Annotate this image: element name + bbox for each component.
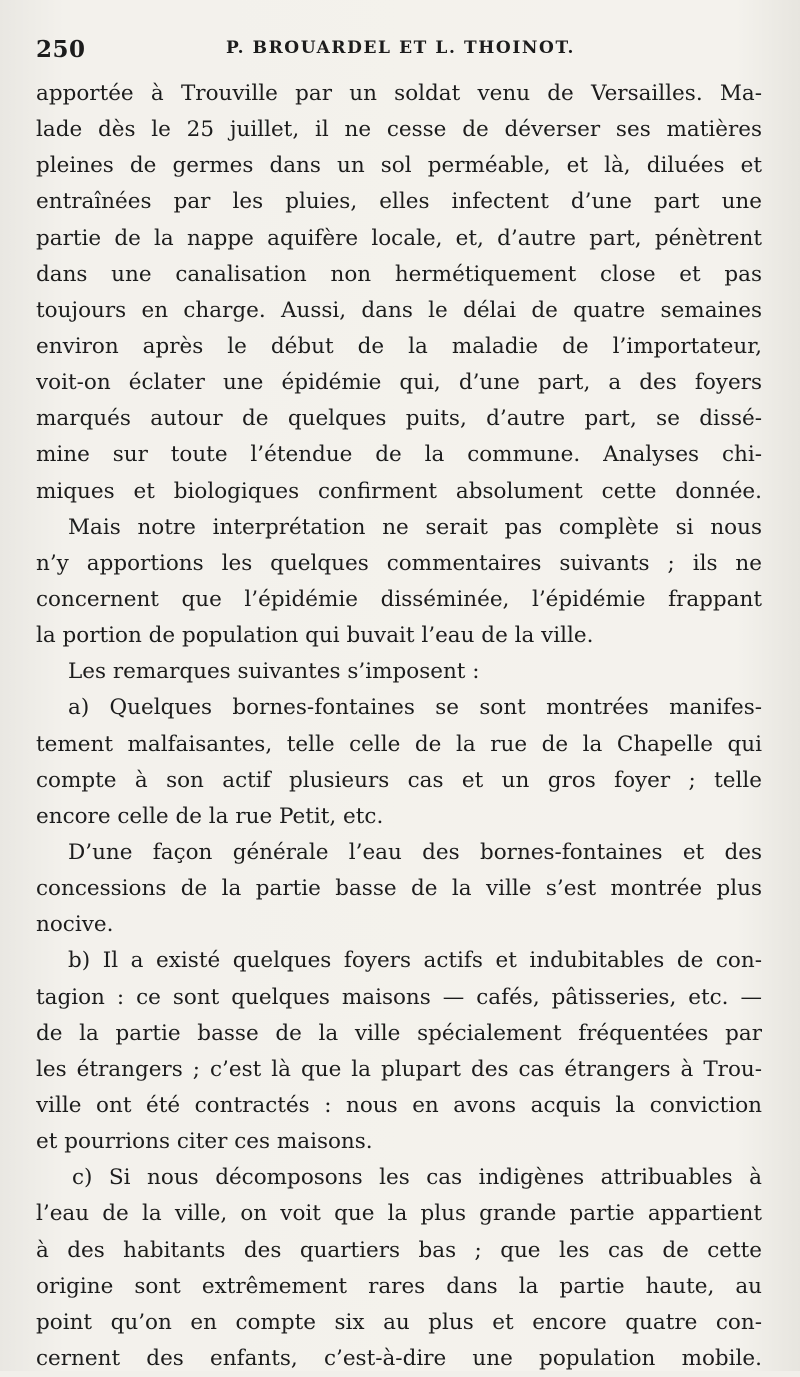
text-line: environ après le début de la maladie de l’importateur,	[36, 333, 762, 359]
text-line: D’une façon générale l’eau des bornes-fontaines et des	[68, 839, 762, 865]
running-head: P. BROUARDEL ET L. THOINOT.	[226, 38, 576, 58]
text-line: à des habitants des quartiers bas ; que les cas de cette	[36, 1237, 762, 1263]
text-line: n’y apportions les quelques commentaires suivants ; ils ne	[36, 550, 762, 576]
text-line: apportée à Trouville par un soldat venu de Versailles. Ma-	[36, 81, 762, 106]
text-line: dans une canalisation non hermétiquement close et pas	[36, 261, 762, 287]
text-line: marqués autour de quelques puits, d’autre part, se dissé-	[36, 406, 762, 432]
text-line: Mais notre interprétation ne serait pas complète si nous	[68, 514, 762, 540]
text-line: les étrangers ; c’est là que la plupart des cas étrangers à Trou-	[36, 1056, 762, 1082]
text-line: voit-on éclater une épidémie qui, d’une part, a des foyers	[36, 370, 762, 396]
text-line: c) Si nous décomposons les cas indigènes attribuables à	[72, 1165, 762, 1191]
text-line: tagion : ce sont quelques maisons — cafés, pâtisseries, etc. —	[36, 984, 762, 1010]
text-line: toujours en charge. Aussi, dans le délai de quatre semaines	[36, 297, 762, 323]
text-line: entraînées par les pluies, elles infectent d’une part une	[36, 189, 762, 215]
text-line: de la partie basse de la ville spécialement fréquentées par	[36, 1020, 762, 1046]
text-line: compte à son actif plusieurs cas et un gros foyer ; telle	[36, 767, 762, 793]
text-line: miques et biologiques confirment absolument cette donnée.	[36, 478, 762, 504]
text-line: origine sont extrêmement rares dans la partie haute, au	[36, 1273, 762, 1299]
text-line: encore celle de la rue Petit, etc.	[36, 803, 384, 829]
text-line: b) Il a existé quelques foyers actifs et indubitables de con-	[68, 948, 762, 974]
text-line: a) Quelques bornes-fontaines se sont montrées manifes-	[68, 695, 762, 721]
text-line: l’eau de la ville, on voit que la plus grande partie appartient	[36, 1201, 762, 1227]
text-line: la portion de population qui buvait l’eau de la ville.	[36, 623, 594, 649]
text-line: et pourrions citer ces maisons.	[36, 1129, 373, 1155]
text-line: concessions de la partie basse de la ville s’est montrée plus	[36, 876, 762, 902]
text-line: lade dès le 25 juillet, il ne cesse de déverser ses matières	[36, 117, 762, 143]
text-line: pleines de germes dans un sol perméable, et là, diluées et	[36, 153, 762, 179]
page-number: 250	[36, 36, 86, 63]
text-line: ville ont été contractés : nous en avons acquis la conviction	[36, 1092, 762, 1118]
text-line: nocive.	[36, 912, 114, 938]
text-line: partie de la nappe aquifère locale, et, d’autre part, pénètrent	[36, 225, 762, 251]
text-line: tement malfaisantes, telle celle de la rue de la Chapelle qui	[36, 731, 762, 757]
body-text	[36, 76, 762, 1377]
text-line: Les remarques suivantes s’imposent :	[68, 659, 480, 685]
page-header	[36, 36, 760, 76]
text-line: cernent des enfants, c’est-à-dire une population mobile.	[36, 1345, 762, 1371]
text-line: mine sur toute l’étendue de la commune. Analyses chi-	[36, 442, 762, 468]
text-line: concernent que l’épidémie disséminée, l’épidémie frappant	[36, 586, 762, 612]
text-line: point qu’on en compte six au plus et encore quatre con-	[36, 1309, 762, 1335]
